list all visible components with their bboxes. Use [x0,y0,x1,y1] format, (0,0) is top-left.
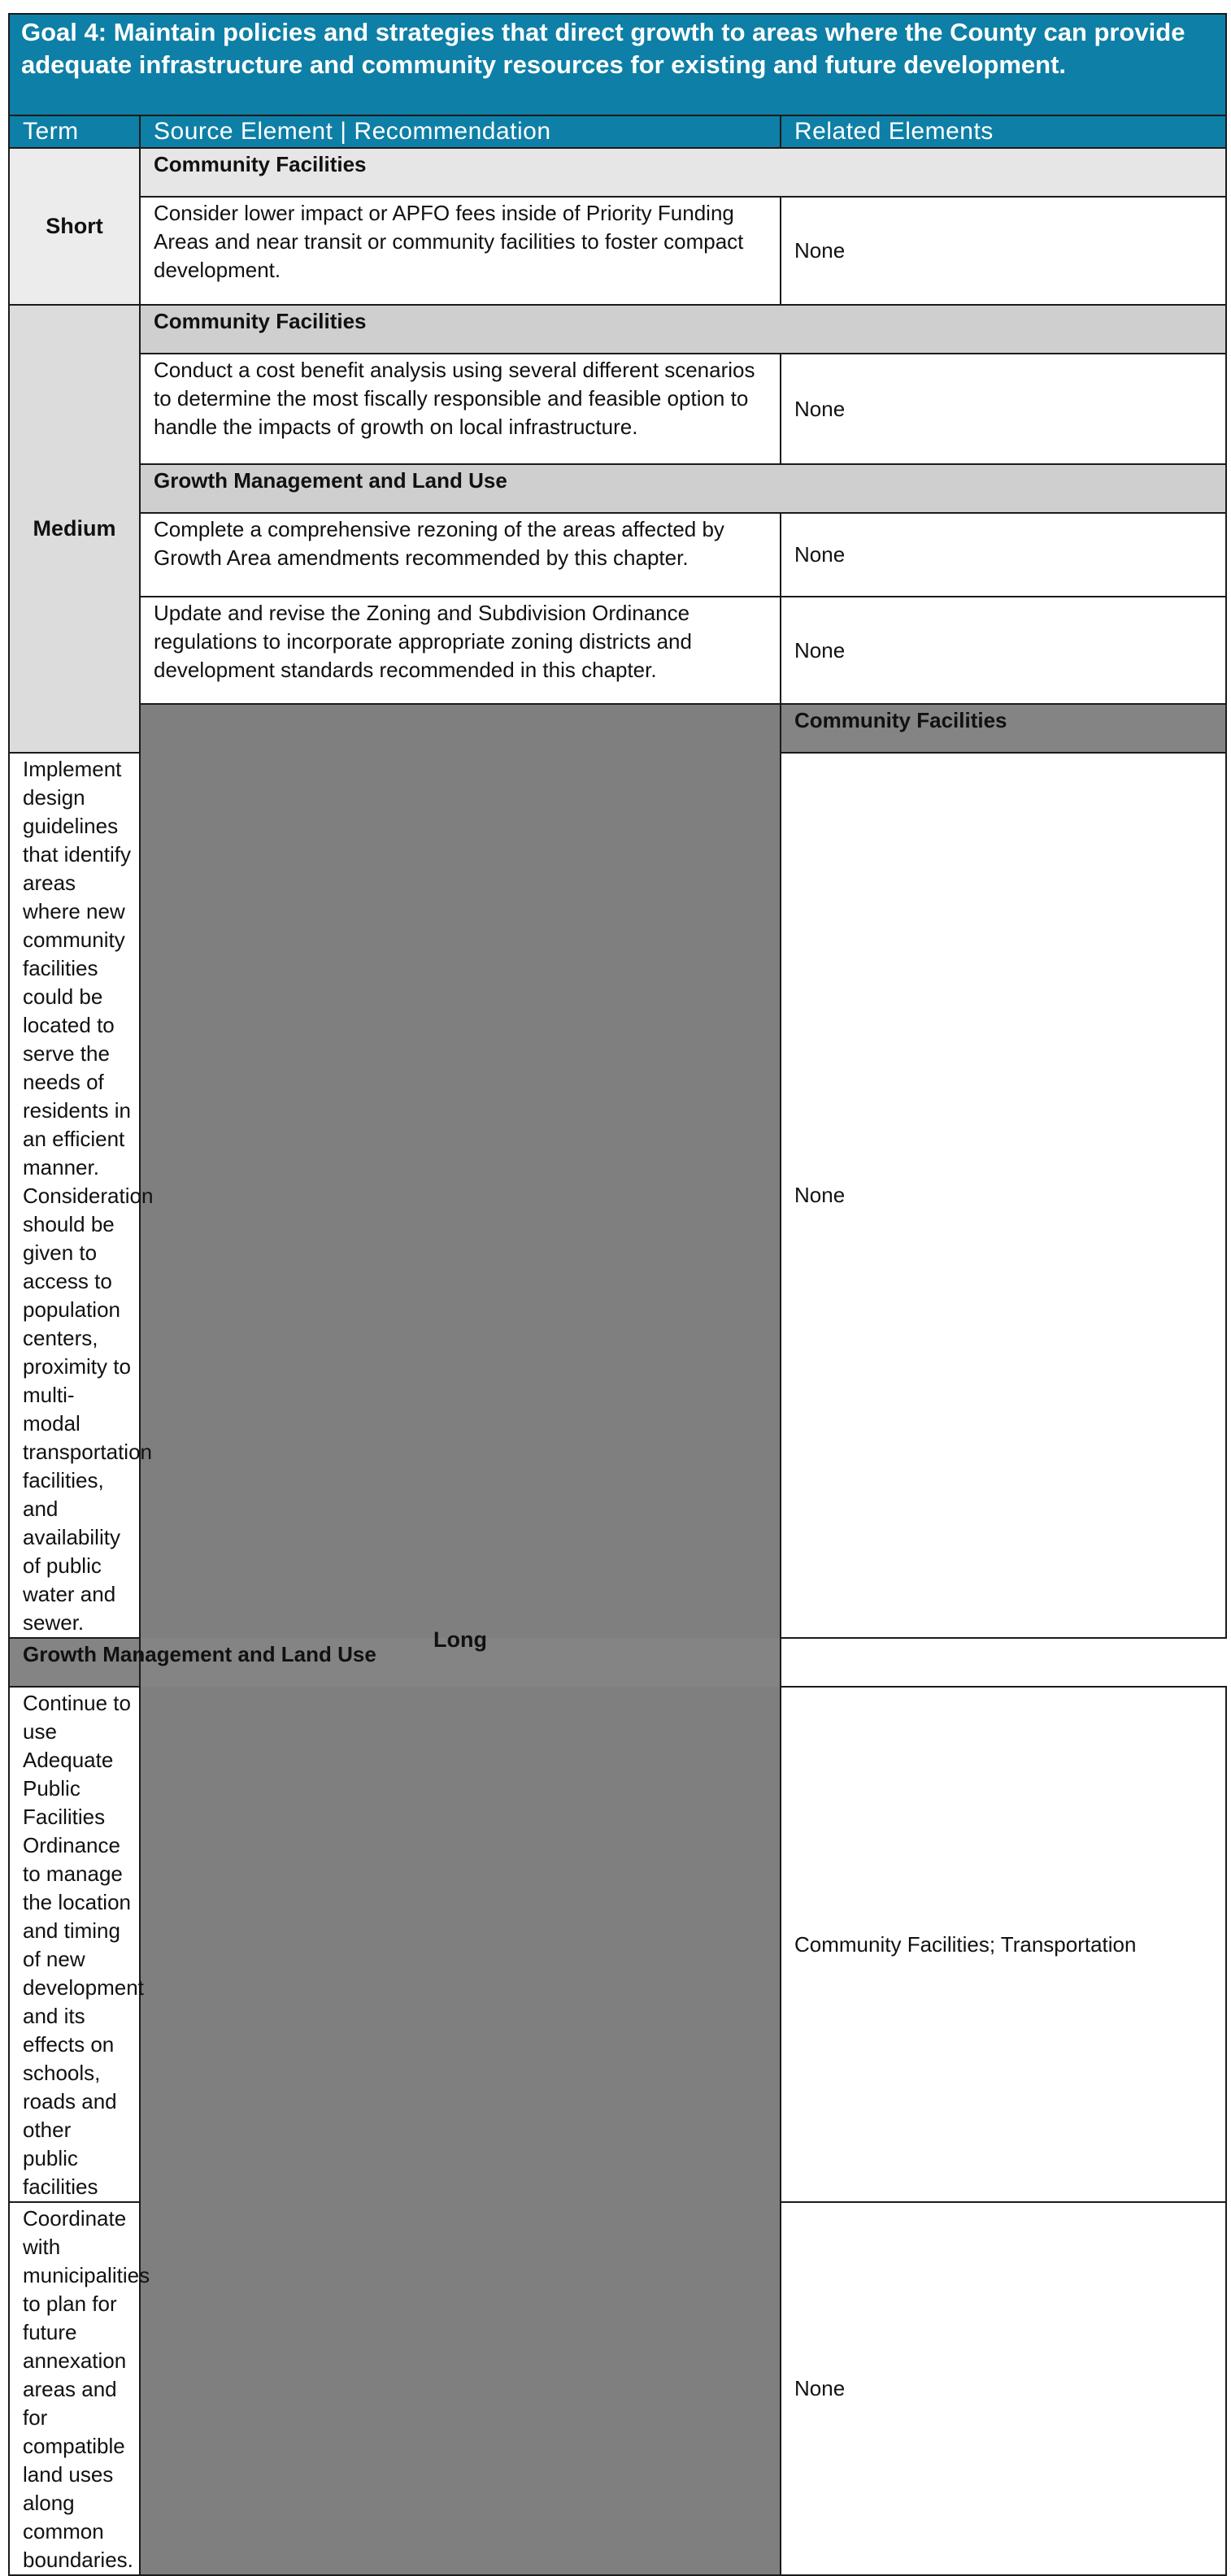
recommendation-cell: Coordinate with municipalities to plan for future annexation areas and for compatible land uses along common boundaries. [9,2202,140,2575]
recommendation-cell: Complete a comprehensive rezoning of the areas affected by Growth Area amendments recommended by this chapter. [140,513,781,597]
section-growth-management: Growth Management and Land Use [9,1638,781,1687]
term-medium: Medium [9,305,140,753]
recommendation-cell: Implement design guidelines that identify areas where new community facilities could be located to serve the needs of residents in an efficient manner. Consideration should be given to access to population centers, proximity to multi-modal transportation facilities, and availability of public water and sewer. [9,753,140,1638]
related-elements-cell: None [781,513,1226,597]
related-elements-cell: None [781,197,1226,305]
section-community-facilities: Community Facilities [781,704,1226,753]
related-elements-cell: None [781,597,1226,704]
section-community-facilities: Community Facilities [140,148,1226,197]
recommendation-cell: Update and revise the Zoning and Subdivision Ordinance regulations to incorporate appropriate zoning districts and development standards recommended in this chapter. [140,597,781,704]
section-community-facilities: Community Facilities [140,305,1226,354]
term-short: Short [9,148,140,305]
related-elements-cell: None [781,2202,1226,2575]
related-elements-cell: Community Facilities; Transportation [781,1687,1226,2202]
section-growth-management: Growth Management and Land Use [140,464,1226,513]
term-long: Long [140,704,781,2575]
column-header-source: Source Element | Recommendation [140,115,781,148]
recommendation-cell: Consider lower impact or APFO fees inside of Priority Funding Areas and near transit or community facilities to foster compact development. [140,197,781,305]
goal-title: Goal 4: Maintain policies and strategies that direct growth to areas where the County can provide adequate infrastructure and community resources for existing and future development. [9,14,1226,115]
column-header-related: Related Elements [781,115,1226,148]
column-header-term: Term [9,115,140,148]
related-elements-cell: None [781,753,1226,1638]
recommendation-cell: Conduct a cost benefit analysis using several different scenarios to determine the most fiscally responsible and feasible option to handle the impacts of growth on local infrastructure. [140,354,781,464]
goal-table [8,13,1227,2576]
recommendation-cell: Continue to use Adequate Public Facilities Ordinance to manage the location and timing of new development and its effects on schools, roads and other public facilities [9,1687,140,2202]
related-elements-cell: None [781,354,1226,464]
